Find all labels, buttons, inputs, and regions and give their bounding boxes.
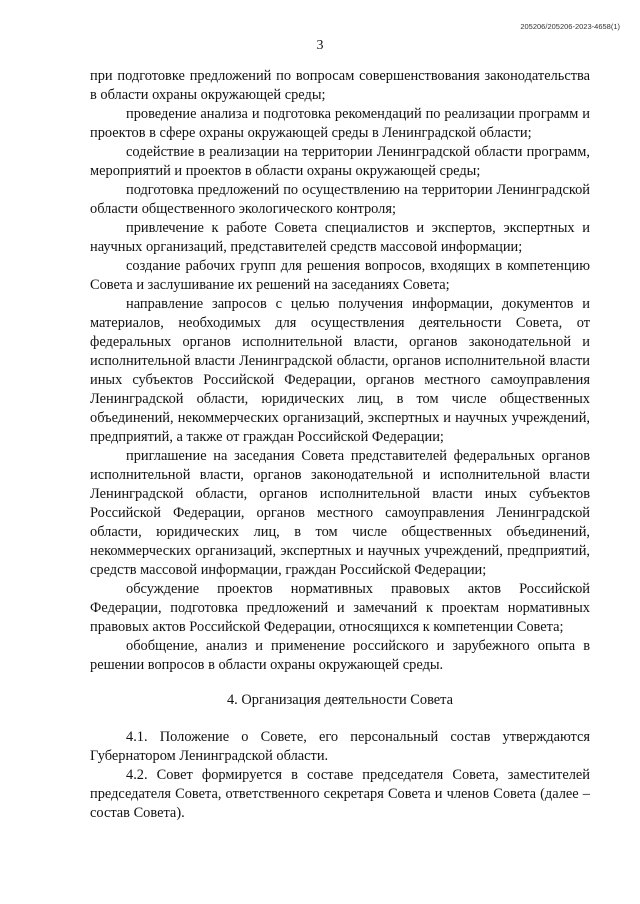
clause-4-1: 4.1. Положение о Совете, его персональный состав утверждаются Губернатором Ленинградской области.	[90, 729, 590, 764]
list-item: приглашение на заседания Совета представителей федеральных органов исполнительной власти, органов законодательной и исполнительной власти Ленинградской области, органов исполнительной власти иных субъектов Российской Федерации, органов местного самоуправления Ленинградской области, юридических лиц, в том числе общественных объединений, некоммерческих организаций, экспертных и научных учреждений, предприятий, средств массовой информации, граждан Российской Федерации;	[90, 448, 590, 578]
section-heading: 4. Организация деятельности Совета	[226, 692, 454, 708]
page-number: 3	[316, 38, 324, 53]
document-id: 205206/205206-2023-4658(1)	[520, 22, 620, 31]
document-body	[90, 67, 590, 823]
list-item: создание рабочих групп для решения вопросов, входящих в компетенцию Совета и заслушивание их решений на заседаниях Совета;	[90, 258, 590, 293]
clause-4-2: 4.2. Совет формируется в составе председателя Совета, заместителей председателя Совета, ответственного секретаря Совета и членов Совета (далее – состав Совета).	[90, 767, 590, 821]
list-item: обсуждение проектов нормативных правовых актов Российской Федерации, подготовка предложений и замечаний к проектам нормативных правовых актов Российской Федерации, относящихся к компетенции Совета;	[90, 581, 590, 635]
list-item: содействие в реализации на территории Ленинградской области программ, мероприятий и проектов в области охраны окружающей среды;	[90, 144, 590, 179]
list-item: подготовка предложений по осуществлению на территории Ленинградской области общественного экологического контроля;	[90, 182, 590, 217]
list-item: проведение анализа и подготовка рекомендаций по реализации программ и проектов в сфере охраны окружающей среды в Ленинградской области;	[90, 106, 590, 141]
list-item: привлечение к работе Совета специалистов и экспертов, экспертных и научных организаций, представителей средств массовой информации;	[90, 220, 590, 255]
list-item: обобщение, анализ и применение российского и зарубежного опыта в решении вопросов в области охраны окружающей среды.	[90, 638, 590, 673]
list-item: при подготовке предложений по вопросам совершенствования законодательства в области охраны окружающей среды;	[90, 68, 590, 103]
list-item: направление запросов с целью получения информации, документов и материалов, необходимых для осуществления деятельности Совета, от федеральных органов исполнительной власти, органов законодательной и исполнительной власти Ленинградской области, органов исполнительной власти иных субъектов Российской Федерации, органов местного самоуправления Ленинградской области, юридических лиц, в том числе общественных объединений, некоммерческих организаций, экспертных и научных учреждений, предприятий, а также от граждан Российской Федерации;	[90, 296, 590, 445]
